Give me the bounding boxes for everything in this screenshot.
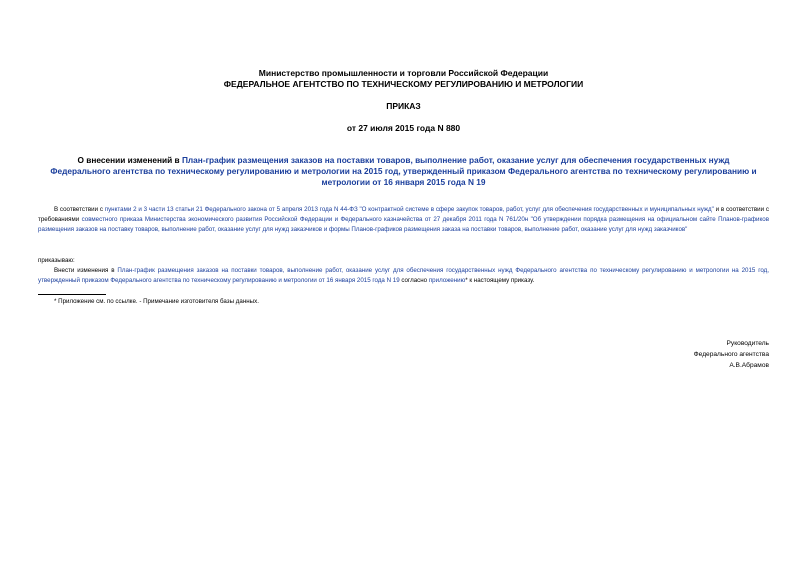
signature-position: Руководитель bbox=[726, 340, 769, 347]
signature-organization: Федерального агентства bbox=[693, 351, 769, 358]
agency-name: ФЕДЕРАЛЬНОЕ АГЕНТСТВО ПО ТЕХНИЧЕСКОМУ РЕГУЛИРОВАНИЮ И МЕТРОЛОГИИ bbox=[223, 79, 584, 89]
document-date-number: от 27 июля 2015 года N 880 bbox=[346, 123, 461, 133]
order-text-3: * к настоящему приказу. bbox=[465, 277, 535, 284]
order-word: приказываю: bbox=[38, 257, 75, 264]
federal-law-link[interactable]: пунктами 2 и 3 части 13 статьи 21 Федерального закона от 5 апреля 2013 года N 44-ФЗ "О контрактной системе в сфере закупок товаров, работ, услуг для обеспечения государственных и муниципальных нужд" bbox=[104, 206, 714, 213]
footnote-divider bbox=[38, 294, 106, 295]
footnote: * Приложение см. по ссылке. - Примечание изготовителя базы данных. bbox=[54, 298, 259, 305]
order-paragraph bbox=[38, 266, 769, 286]
document-type: ПРИКАЗ bbox=[386, 101, 421, 111]
order-text-2: согласно bbox=[399, 277, 429, 284]
preamble-text-1: В соответствии с bbox=[54, 206, 105, 213]
document-title bbox=[50, 155, 757, 188]
title-plan-link[interactable]: План-график размещения заказов на поставки товаров, выполнение работ, оказание услуг для обеспечения государственных нужд Федерального агентства по техническому регулированию и метрологии на 2015 год, утвержденный приказом Федерального агентства по техническому регулированию и метрологии от 16 января 2015 года N 19 bbox=[50, 155, 757, 187]
appendix-link[interactable]: приложению bbox=[428, 277, 466, 284]
ministry-name: Министерство промышленности и торговли Российской Федерации bbox=[258, 68, 549, 78]
plan-schedule-link[interactable]: План-график размещения заказов на поставки товаров, выполнение работ, оказание услуг для обеспечения государственных нужд Федерального агентства по техническому регулированию и метрологии на 2015 год, утвержденный приказом Федерального агентства по техническому регулированию и метрологии от 16 января 2015 года N 19 bbox=[38, 267, 769, 284]
joint-order-link[interactable]: совместного приказа Министерства экономического развития Российской Федерации и Федерального казначейства от 27 декабря 2011 года N 761/20н "Об утверждении порядка размещения на официальном сайте Планов-графиков размещения заказов на поставку товаров, выполнение работ, оказание услуг для нужд заказчиков и формы Планов-графиков размещения заказа на поставки товаров, выполнение работ, оказание услуг для нужд заказчиков" bbox=[38, 216, 769, 233]
preamble-paragraph bbox=[38, 205, 769, 235]
signature-name: А.В.Абрамов bbox=[729, 362, 769, 369]
title-prefix: О внесении изменений в bbox=[77, 155, 182, 165]
preamble-text-2: и в соответствии с требованиями bbox=[38, 206, 769, 223]
order-text-1: Внести изменения в bbox=[54, 267, 118, 274]
